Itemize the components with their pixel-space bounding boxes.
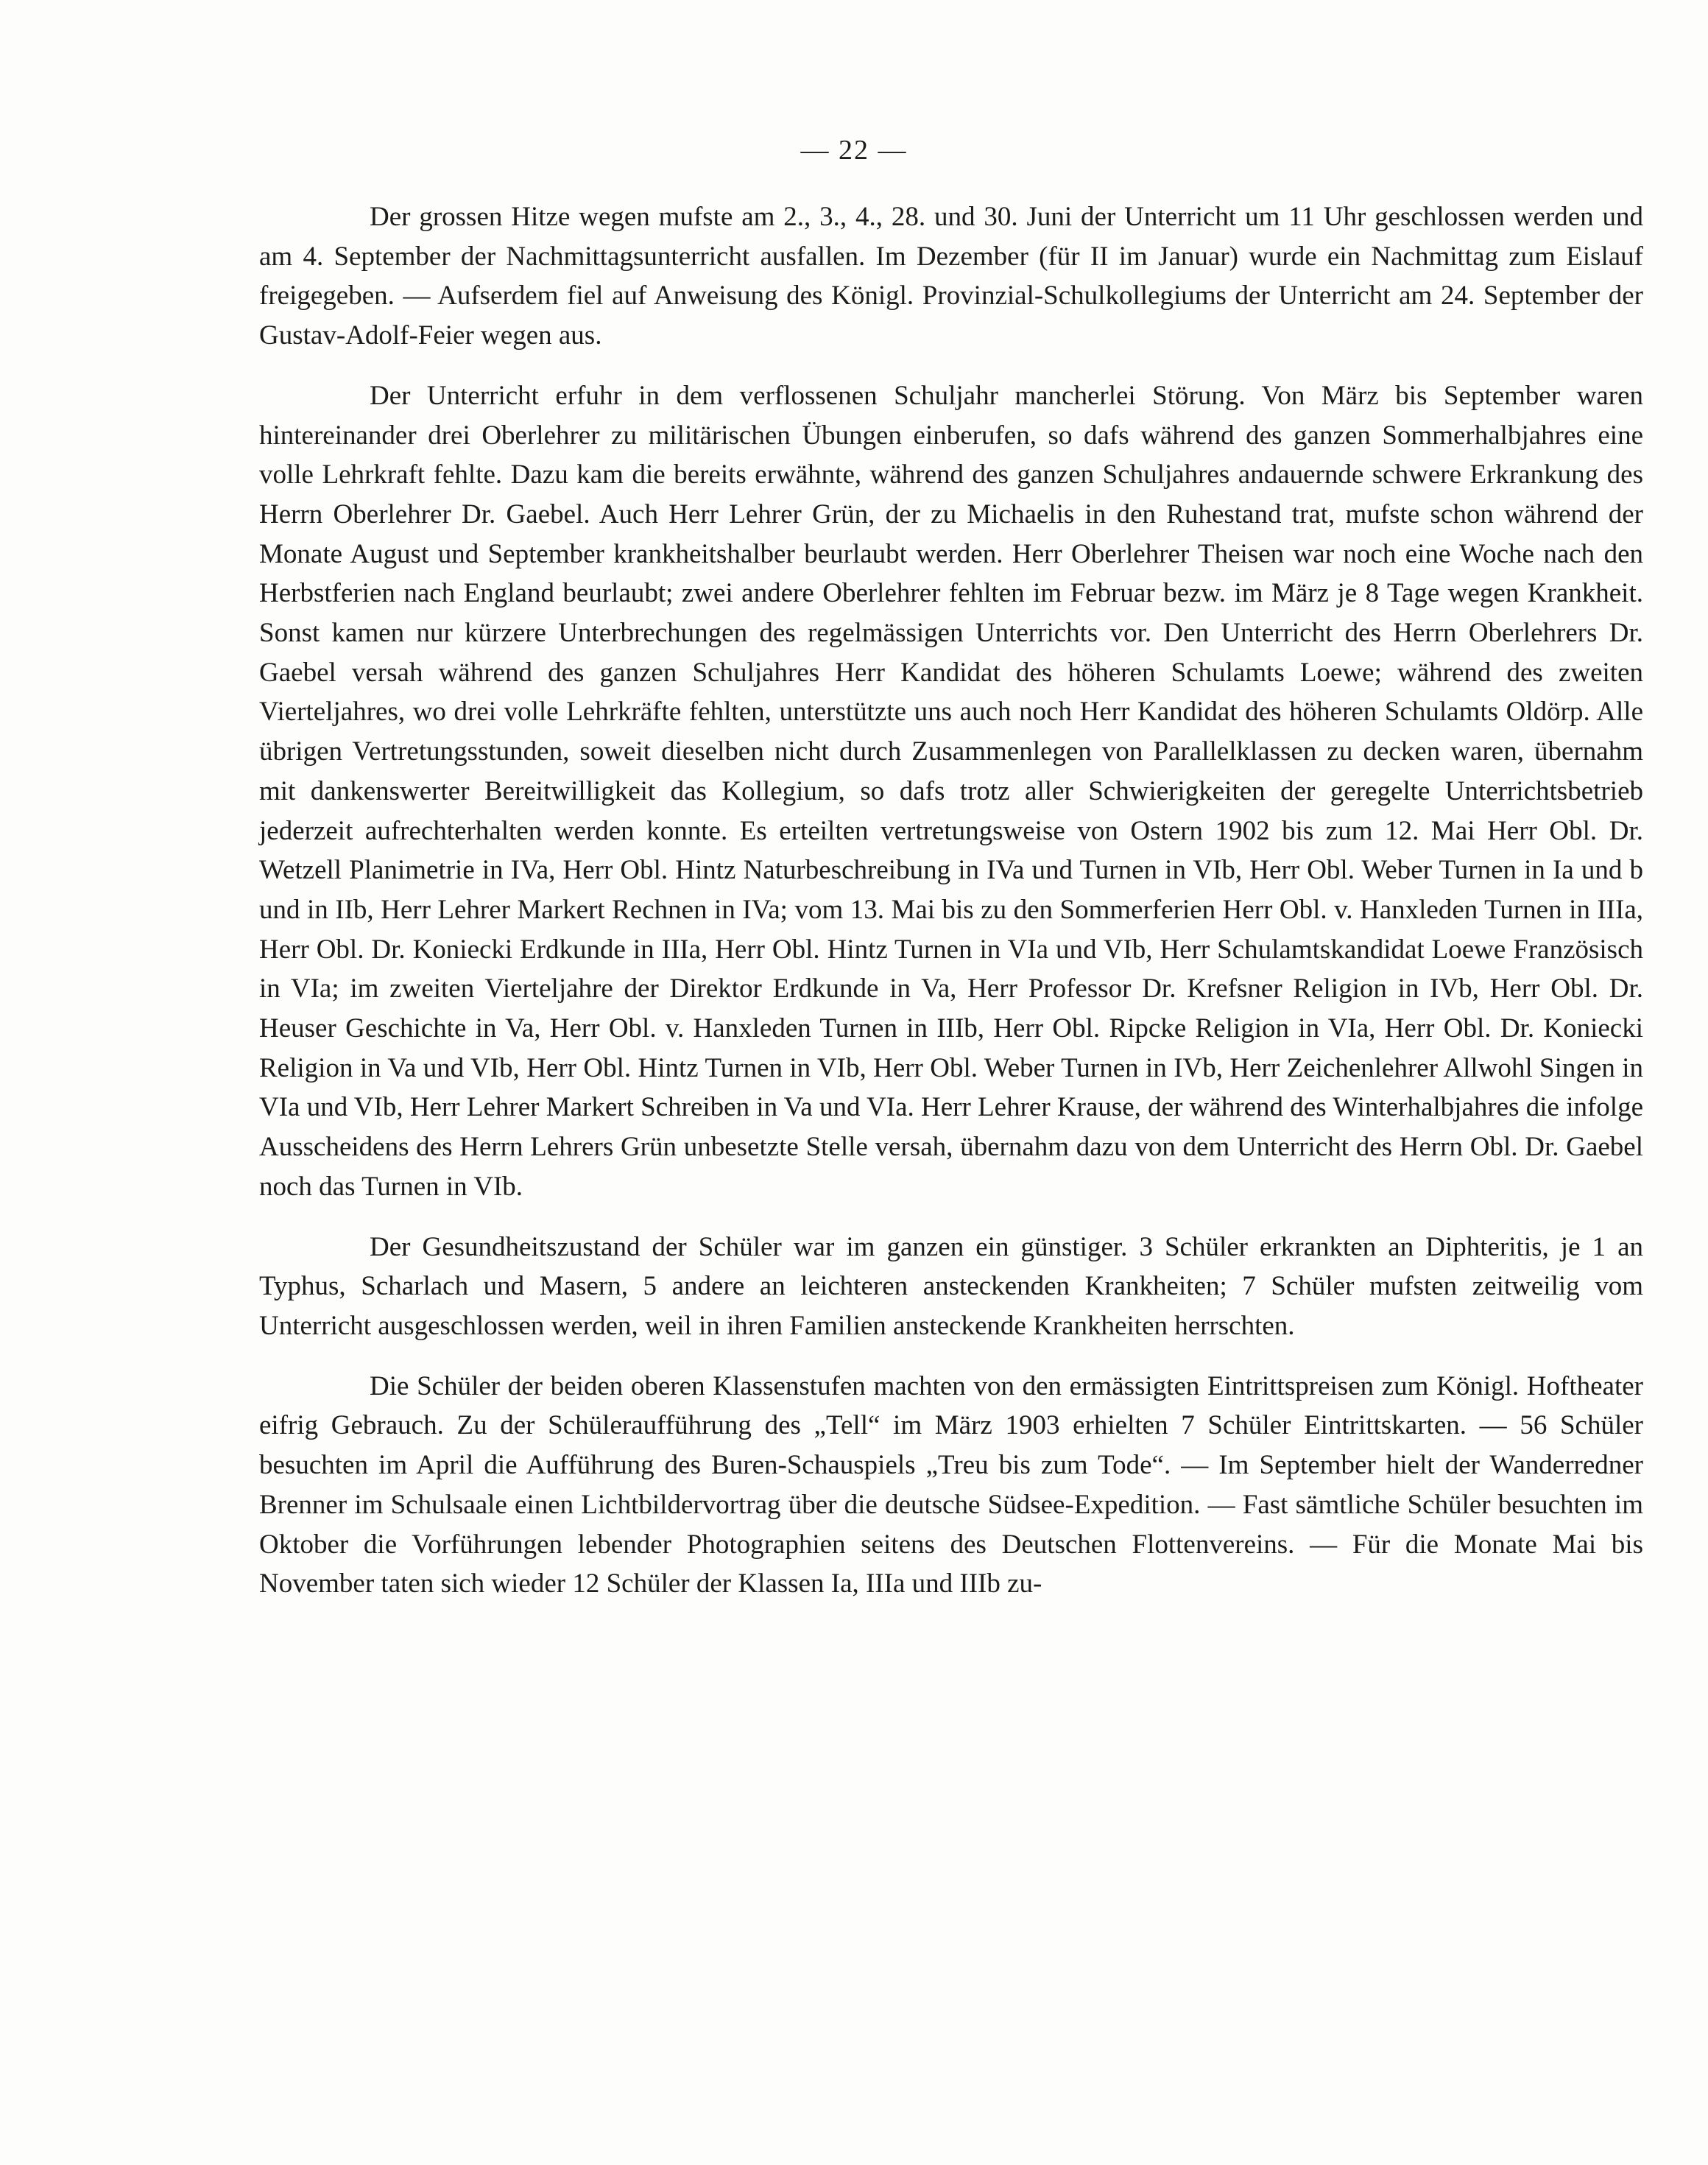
- body-text: [259, 197, 1643, 1604]
- page-number: — 22 —: [800, 135, 908, 166]
- paragraph-closures: Der grossen Hitze wegen mufste am 2., 3., 4., 28. und 30. Juni der Unterricht um 11 Uhr geschlossen werden und am 4. September der Nachmittagsunterricht ausfallen. Im Dezember (für II im Januar) wurde ein Nachmittag zum Eislauf freigegeben. — Aufserdem fiel auf Anweisung des Königl. Provinzial-Schulkollegiums der Unterricht am 24. September der Gustav-Adolf-Feier wegen aus.: [259, 202, 1643, 351]
- paragraph-health: Der Gesundheitszustand der Schüler war im ganzen ein günstiger. 3 Schüler erkrankten an Diphteritis, je 1 an Typhus, Scharlach und Masern, 5 andere an leichteren ansteckenden Krankheiten; 7 Schüler mufsten zeitweilig vom Unterricht ausgeschlossen werden, weil in ihren Familien ansteckende Krankheiten herrschten.: [259, 1231, 1643, 1341]
- paragraph-teaching-disruptions: Der Unterricht erfuhr in dem verflossenen Schuljahr mancherlei Störung. Von März bis September waren hintereinander drei Oberlehrer zu militärischen Übungen einberufen, so dafs während des ganzen Sommerhalbjahres eine volle Lehrkraft fehlte. Dazu kam die bereits erwähnte, während des ganzen Schuljahres andauernde schwere Erkrankung des Herrn Oberlehrer Dr. Gaebel. Auch Herr Lehrer Grün, der zu Michaelis in den Ruhestand trat, mufste schon während der Monate August und September krankheitshalber beurlaubt werden. Herr Oberlehrer Theisen war noch eine Woche nach den Herbstferien nach England beurlaubt; zwei andere Oberlehrer fehlten im Februar bezw. im März je 8 Tage wegen Krankheit. Sonst kamen nur kürzere Unterbrechungen des regelmässigen Unterrichts vor. Den Unterricht des Herrn Oberlehrers Dr. Gaebel versah während des ganzen Schuljahres Herr Kandidat des höheren Schulamts Loewe; während des zweiten Vierteljahres, wo drei volle Lehrkräfte fehlten, unterstützte uns auch noch Herr Kandidat des höheren Schulamts Oldörp. Alle übrigen Vertretungsstunden, soweit dieselben nicht durch Zusammenlegen von Parallelklassen zu decken waren, übernahm mit dankenswerter Bereitwilligkeit das Kollegium, so dafs trotz aller Schwierigkeiten der geregelte Unterrichtsbetrieb jederzeit aufrechterhalten werden konnte. Es erteilten vertretungsweise von Ostern 1902 bis zum 12. Mai Herr Obl. Dr. Wetzell Planimetrie in IVa, Herr Obl. Hintz Naturbeschreibung in IVa und Turnen in VIb, Herr Obl. Weber Turnen in Ia und b und in IIb, Herr Lehrer Markert Rechnen in IVa; vom 13. Mai bis zu den Sommerferien Herr Obl. v. Hanxleden Turnen in IIIa, Herr Obl. Dr. Koniecki Erdkunde in IIIa, Herr Obl. Hintz Turnen in VIa und VIb, Herr Schulamtskandidat Loewe Französisch in VIa; im zweiten Vierteljahre der Direktor Erdkunde in Va, Herr Professor Dr. Krefsner Religion in IVb, Herr Obl. Dr. Heuser Geschichte in Va, Herr Obl. v. Hanxleden Turnen in IIIb, Herr Obl. Ripcke Religion in VIa, Herr Obl. Dr. Koniecki Religion in Va und VIb, Herr Obl. Hintz Turnen in VIb, Herr Obl. Weber Turnen in IVb, Herr Zeichenlehrer Allwohl Singen in VIa und VIb, Herr Lehrer Markert Schreiben in Va und VIa. Herr Lehrer Krause, der während des Winterhalbjahres die infolge Ausscheidens des Herrn Lehrers Grün unbesetzte Stelle versah, übernahm dazu von dem Unterricht des Herrn Obl. Dr. Gaebel noch das Turnen in VIb.: [259, 380, 1644, 1202]
- paragraph-theater-events: Die Schüler der beiden oberen Klassenstufen machten von den ermässigten Eintrittspreisen zum Königl. Hoftheater eifrig Gebrauch. Zu der Schüleraufführung des „Tell“ im März 1903 erhielten 7 Schüler Eintrittskarten. — 56 Schüler besuchten im April die Aufführung des Buren-Schauspiels „Treu bis zum Tode“. — Im September hielt der Wanderredner Brenner im Schulsaale einen Lichtbildervortrag über die deutsche Südsee-Expedition. — Fast sämtliche Schüler besuchten im Oktober die Vorführungen lebender Photographien seitens des Deutschen Flottenvereins. — Für die Monate Mai bis November taten sich wieder 12 Schüler der Klassen Ia, IIIa und IIIb zu-: [259, 1370, 1643, 1599]
